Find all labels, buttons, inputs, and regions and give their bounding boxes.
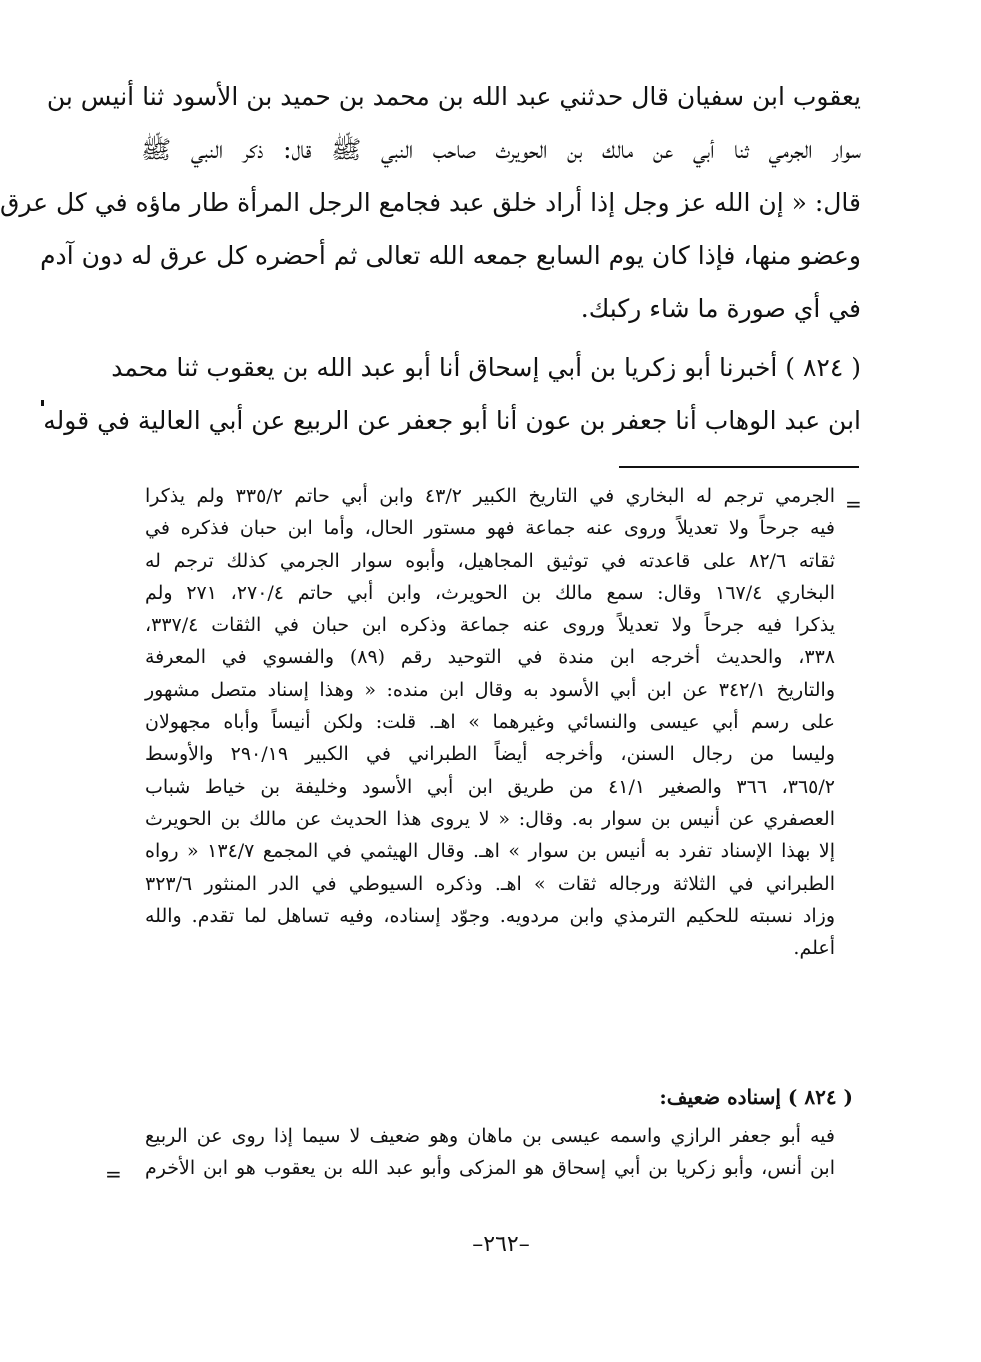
- section-824-line: ابن أنس، وأبو زكريا بن أبي إسحاق هو المزكى وأبو عبد الله بن يعقوب هو ابن الأخرم: [145, 1157, 835, 1180]
- footnote-line: ٣٣٨، والحديث أخرجه ابن مندة في التوحيد رقم (٨٩) والفسوي في المعرفة: [145, 646, 835, 669]
- footnote-line: إلا بهذا الإسناد تفرد به أنيس بن سوار » اهـ. وقال الهيثمي في المجمع ١٣٤/٧ « رواه: [145, 840, 835, 863]
- footnote-separator: [619, 466, 859, 468]
- footnote-line: البخاري ١٦٧/٤ وقال: سمع مالك بن الحويرث، وابن أبي حاتم ٢٧٠/٤، ٢٧١ ولم: [145, 581, 835, 604]
- page-number: –٢٦٢–: [472, 1232, 530, 1257]
- footnote-continuation-mark: =: [845, 492, 862, 516]
- section-continuation-mark: =: [105, 1162, 122, 1186]
- main-text-block: [0, 70, 861, 447]
- scan-edge-mark: [41, 400, 44, 406]
- main-text-line: سوار الجرمي ثنا أبي عن مالك بن الحويرث صاحب النبي ﷺ قال: ذكر النبي ﷺ: [141, 135, 861, 164]
- footnote-line: الطبراني في الثلاثة ورجاله ثقات » اهـ. وذكره السيوطي في الدر المنثور ٣٢٣/٦: [145, 872, 835, 895]
- main-text-line: يعقوب ابن سفيان قال حدثني عبد الله بن محمد بن حميد بن الأسود ثنا أنيس بن: [46, 82, 861, 111]
- hadith-824-line: ابن عبد الوهاب أنا جعفر بن عون أنا أبو جعفر عن الربيع عن أبي العالية في قوله: [43, 406, 861, 435]
- footnote-line: على رسم أبي عيسى والنسائي وغيرهما » اهـ. قلت: ولكن أنيساً وأباه مجهولان: [145, 711, 835, 734]
- section-824-line: فيه أبو جعفر الرازي واسمه عيسى بن ماهان وهو ضعيف لا سيما إذا روى عن الربيع: [145, 1125, 835, 1147]
- section-heading-824: ( ٨٢٤ ) إسناده ضعيف:: [659, 1085, 853, 1109]
- hadith-824-line: ( ٨٢٤ ) أخبرنا أبو زكريا بن أبي إسحاق أنا أبو عبد الله بن يعقوب ثنا محمد: [111, 353, 861, 382]
- footnote-line: وزاد نسبته للحكيم الترمذي وابن مردويه. وجوّد إسناده، وفيه تساهل لما تقدم. والله: [145, 904, 835, 927]
- main-text-line: وعضو منها، فإذا كان يوم السابع جمعه الله تعالى ثم أحضره كل عرق له دون آدم: [40, 241, 861, 270]
- footnote-line: أعلم.: [793, 937, 835, 960]
- footnote-line: يذكرا فيه جرحاً ولا تعديلاً وروى عنه جماعة وذكره ابن حبان في الثقات ٣٣٧/٤،: [145, 614, 835, 637]
- main-text-line: في أي صورة ما شاء ركبك.: [580, 294, 861, 323]
- footnote-line: الجرمي ترجم له البخاري في التاريخ الكبير ٤٣/٢ وابن أبي حاتم ٣٣٥/٢ ولم يذكرا: [145, 485, 835, 507]
- main-text-line: قال: « إن الله عز وجل إذا أراد خلق عبد فجامع الرجل المرأة طار ماؤه في كل عرق: [0, 188, 861, 217]
- section-824-block: [145, 1120, 835, 1185]
- footnote-block: [145, 480, 835, 964]
- footnote-line: فيه جرحاً ولا تعديلاً وروى عنه جماعة فهو مستور الحال، وأما ابن حبان فذكره في: [145, 517, 835, 540]
- footnote-line: وليسا من رجال السنن، وأخرجه أيضاً الطبراني في الكبير ٢٩٠/١٩ والأوسط: [145, 743, 835, 766]
- footnote-line: والتاريخ ٣٤٢/١ عن ابن أبي الأسود به وقال ابن منده: « وهذا إسناد متصل مشهور: [145, 678, 835, 701]
- footnote-line: ٣٦٥/٢، ٣٦٦ والصغير ٤١/١ من طريق ابن أبي الأسود وخليفة بن خياط شباب: [145, 775, 835, 798]
- footnote-line: العصفري عن أنيس بن سوار به. وقال: « لا يروى هذا الحديث عن مالك بن الحويرث: [145, 807, 835, 830]
- footnote-line: ثقاته ٨٢/٦ على قاعدته في توثيق المجاهيل، وأبوه سوار الجرمي كذلك ترجم له: [145, 549, 835, 572]
